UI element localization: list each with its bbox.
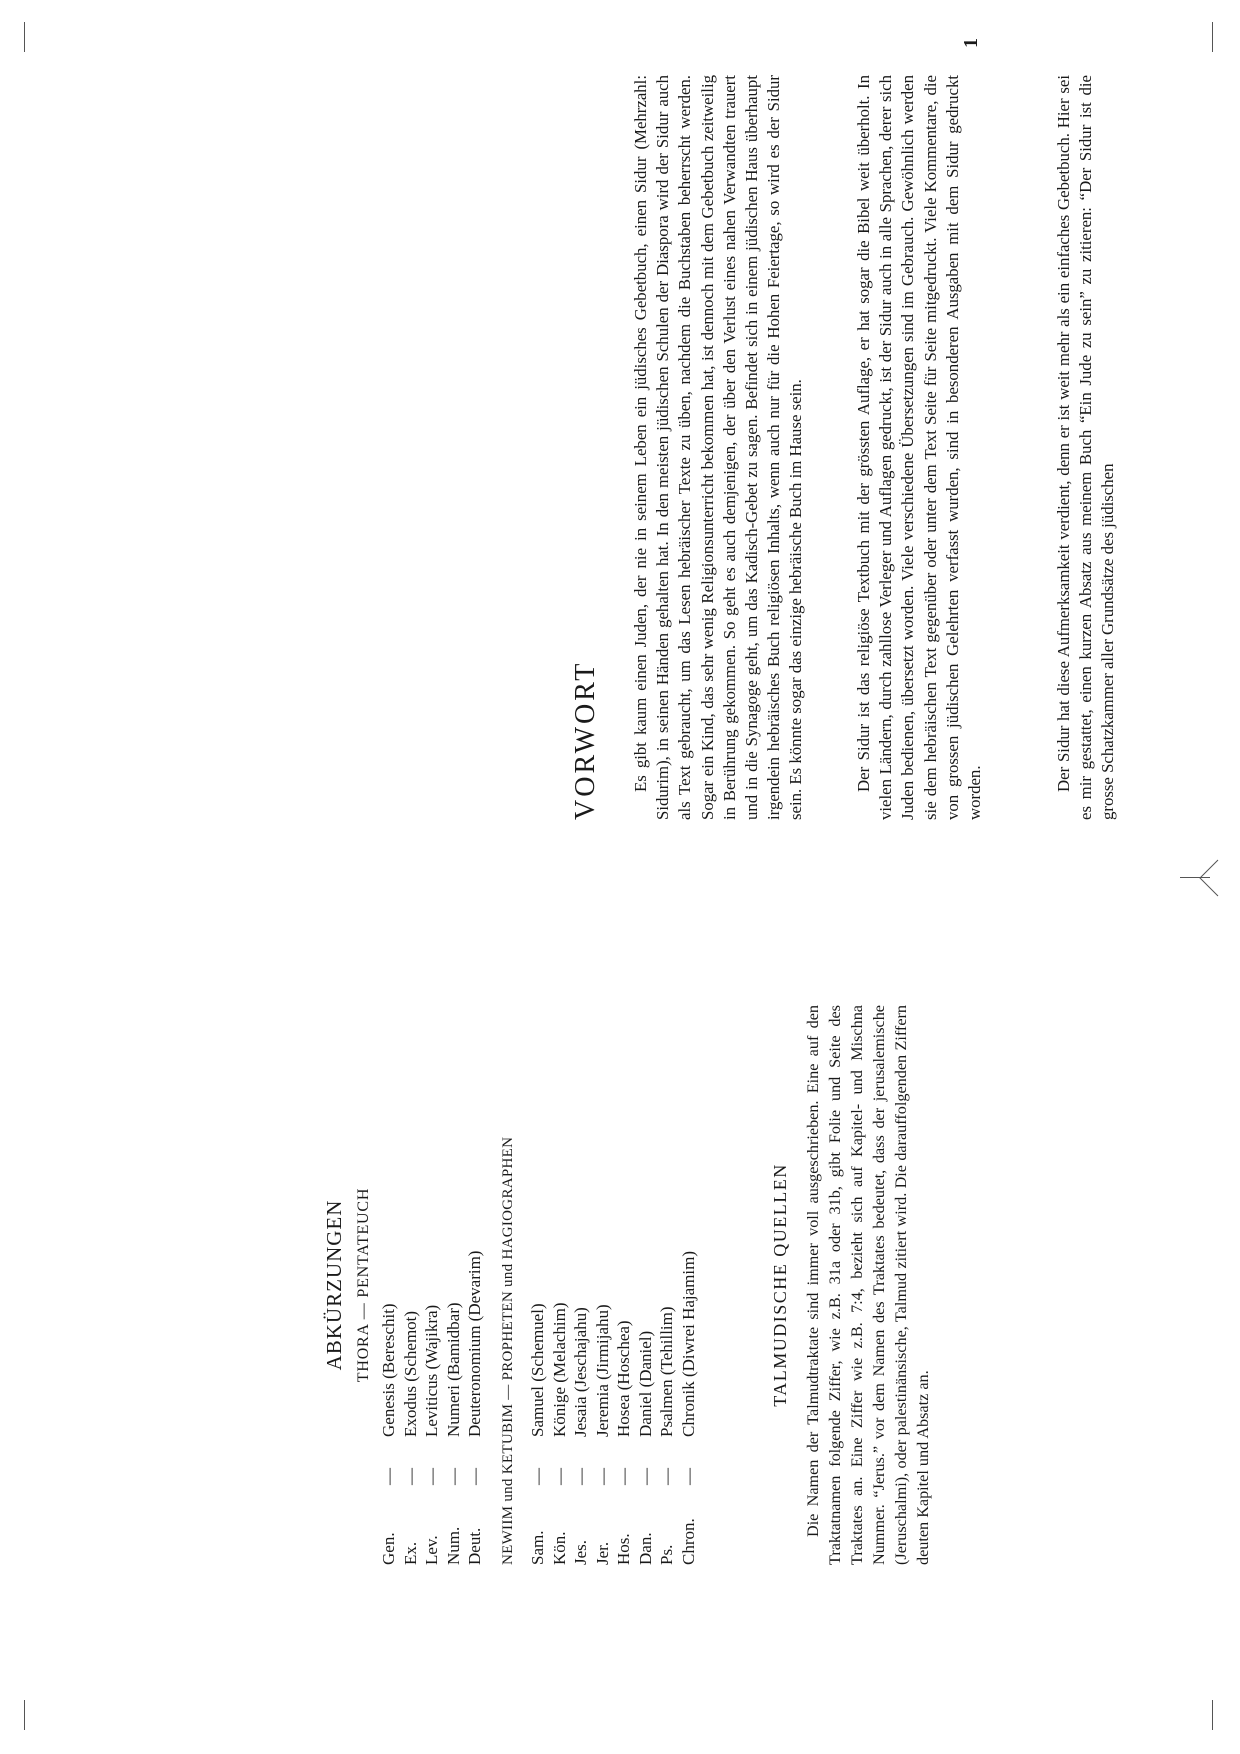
book-name: Daniel (Daniel) — [635, 1330, 655, 1437]
talmud-paragraph: Die Namen der Talmudtraktate sind immer voll ausgeschrieben. Eine auf den Traktatnamen folgende Ziffer, wie z.B. 31a oder 31b, gibt Folie und Seite des Traktates an. Eine Ziffer wie z.B. 7:4, bezieht sich auf Kapitel- und Mischna Nummer. “Jerus.” vor dem Namen des Traktates bedeutet, dass der jerusalemische (Jeruschalmi), oder palestinänsische, Talmud zitiert wird. Die darauffolgenden Ziffern deuten Kapitel und Absatz an. — [804, 1005, 932, 1565]
abbreviation: Deut. — [465, 1527, 484, 1565]
list-item — [635, 1251, 657, 1565]
crop-mark — [24, 22, 25, 52]
dash: — — [379, 1468, 398, 1485]
book-spread — [170, 25, 1170, 1565]
abbreviations-page — [170, 1005, 1170, 1565]
abbreviation: Ex. — [400, 1541, 420, 1565]
book-name: Hosea (Hoschea) — [614, 1320, 633, 1437]
list-item — [464, 1251, 486, 1565]
abbreviation: Lev. — [422, 1535, 441, 1565]
book-name: Genesis (Bereschit) — [379, 1303, 398, 1437]
book-name: Leviticus (Wajikra) — [422, 1304, 441, 1437]
talmud-title: TALMUDISCHE QUELLEN — [770, 1163, 790, 1407]
dash: — — [465, 1468, 484, 1485]
abbreviation: Chron. — [678, 1518, 698, 1565]
list-item — [527, 1251, 549, 1565]
list-item — [678, 1251, 700, 1565]
dash: — — [400, 1468, 420, 1485]
dash: — — [635, 1468, 655, 1485]
book-name: Jeremia (Jirmijahu) — [592, 1304, 612, 1437]
book-name: Deuteronomium (Devarim) — [465, 1250, 484, 1437]
book-name: Exodus (Schemot) — [400, 1310, 420, 1437]
abbreviation: Ps. — [657, 1544, 676, 1565]
list-item — [656, 1251, 678, 1565]
abbreviation: Gen. — [379, 1532, 398, 1565]
dash: — — [678, 1468, 698, 1485]
dash: — — [443, 1468, 463, 1485]
vorwort-paragraph: Der Sidur ist das religiöse Textbuch mit der grössten Auflage, er hat sogar die Bibel weit überholt. In vielen Ländern, durch zahllose Verleger und Auflagen gedruckt, ist der Sidur auch in alle Sprachen, derer sich Juden bedienen, übersetzt worden. Viele verschiedene Übersetzungen sind im Gebrauch. Gewöhnlich werden sie dem hebräischen Text gegenüber oder unter dem Text Seite für Seite mitgedruckt. Viele Kommentare, die von grossen jüdischen Gelehrten verfasst wurden, sind in besonderen Ausgaben mit dem Sidur gedruckt worden. — [854, 75, 985, 820]
dash: — — [528, 1468, 547, 1485]
vorwort-title: VORWORT — [570, 660, 601, 820]
list-item — [421, 1251, 443, 1565]
dash: — — [614, 1468, 633, 1485]
page-number: 1 — [960, 38, 982, 48]
vorwort-paragraph: Der Sidur hat diese Aufmerksamkeit verdient, denn er ist weit mehr als ein einfaches Gebetbuch. Hier sei es mir gestattet, einen kurzen Absatz aus meinem Buch “Ein Jude zu sein” zu zitieren: “Der Sidur ist die grosse Schatzkammer aller Grundsätze des jüdischen — [1054, 75, 1118, 820]
dash: — — [571, 1468, 590, 1485]
book-name: Psalmen (Tehillim) — [657, 1306, 676, 1437]
list-item — [592, 1251, 614, 1565]
abbreviation: Jer. — [592, 1541, 612, 1565]
list-item — [400, 1251, 422, 1565]
list-item — [378, 1251, 400, 1565]
crop-mark — [1212, 1700, 1213, 1730]
list-item — [570, 1251, 592, 1565]
vorwort-page — [170, 38, 1170, 820]
dash: — — [422, 1468, 441, 1485]
book-name: Numeri (Bamidbar) — [443, 1302, 463, 1437]
abbreviation: Hos. — [614, 1533, 633, 1565]
fold-mark — [1196, 858, 1220, 898]
vorwort-paragraph: Es gibt kaum einen Juden, der nie in seinem Leben ein jüdisches Gebetbuch, einen Sidur (Mehrzahl: Sidurim), in seinen Händen gehalten hat. In den meisten jüdischen Schulen der Diaspora wird der Sidur auch als Text gebraucht, um das Lesen hebräischer Texte zu üben, nachdem die Buchstaben beherrscht werden. Sogar ein Kind, das sehr wenig Religionsunterricht bekommen hat, ist dennoch mit dem Gebetbuch zeitweilig in Berührung gekommen. So geht es auch demjenigen, der über den Verlust eines nahen Verwandten trauert und in die Synagoge geht, um das Kadisch-Gebet zu sagen. Befindet sich in einem jüdischen Haus überhaupt irgendein hebräisches Buch religiösen Inhalts, wenn auch nur für die Hohen Feiertage, so wird es der Sidur sein. Es könnte sogar das einzige hebräische Buch im Hause sein. — [631, 75, 806, 820]
dash: — — [592, 1468, 612, 1485]
list-item — [443, 1251, 465, 1565]
dash: — — [549, 1468, 569, 1485]
list-item — [613, 1251, 635, 1565]
book-name: Samuel (Schemuel) — [528, 1303, 547, 1437]
crop-mark — [1212, 22, 1213, 52]
book-name: Könige (Melachim) — [549, 1302, 569, 1437]
list-item — [549, 1251, 571, 1565]
abbreviation: Sam. — [528, 1530, 547, 1565]
crop-mark — [24, 1700, 25, 1730]
thora-abbreviation-list — [378, 1251, 486, 1565]
abbreviation: Jes. — [571, 1539, 590, 1565]
abbreviations-title: ABKÜRZUNGEN — [322, 1199, 346, 1371]
thora-heading: THORA — PENTATEUCH — [355, 1187, 372, 1383]
abbreviation: Dan. — [635, 1532, 655, 1565]
book-name: Jesaia (Jeschajahu) — [571, 1307, 590, 1437]
abbreviation: Kön. — [549, 1531, 569, 1565]
abbreviation: Num. — [443, 1526, 463, 1565]
books-abbreviation-list — [527, 1251, 699, 1565]
newiim-heading: NEWIIM und KETUBIM — PROPHETEN und HAGIOGRAPHEN — [500, 1136, 516, 1565]
book-name: Chronik (Diwrei Hajamim) — [678, 1250, 698, 1437]
dash: — — [657, 1468, 676, 1485]
